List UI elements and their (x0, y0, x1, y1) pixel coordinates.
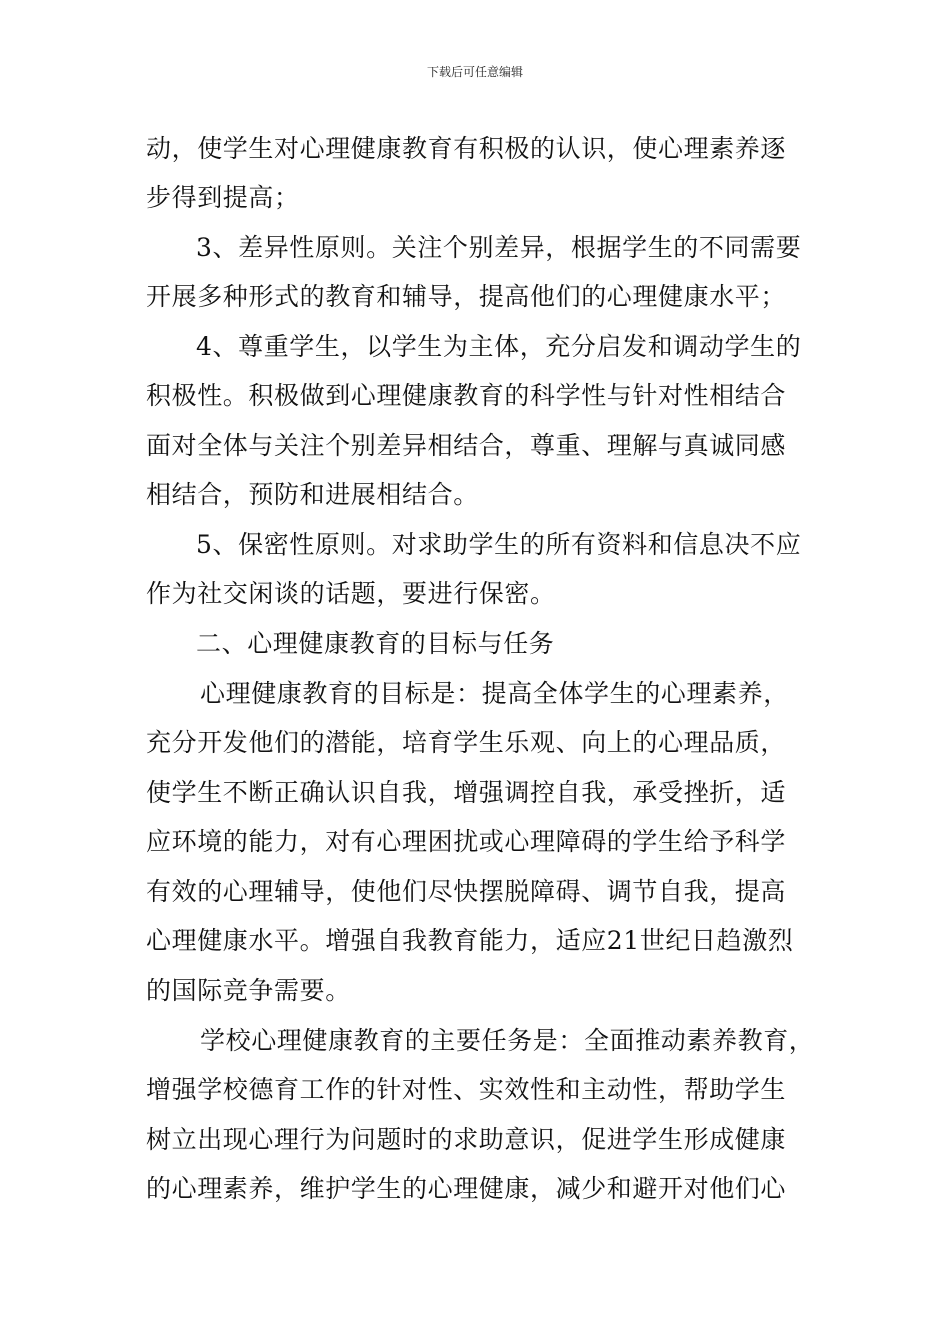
text-line: 步得到提高； (146, 183, 300, 212)
text-line: 动，使学生对心理健康教育有积极的认识，使心理素养逐 (146, 134, 787, 163)
text-line: 4、尊重学生，以学生为主体，充分启发和调动学生的 (196, 332, 802, 361)
text-line: 有效的心理辅导，使他们尽快摆脱障碍、调节自我，提高 (146, 877, 787, 906)
page-header: 下载后可任意编辑 (426, 65, 523, 79)
text-line: 积极性。积极做到心理健康教育的科学性与针对性相结合 (146, 381, 787, 410)
section-heading: 二、心理健康教育的目标与任务 (196, 629, 555, 658)
text-line: 的国际竞争需要。 (146, 976, 351, 1005)
text-line: 心理健康水平。增强自我教育能力，适应21世纪日趋激烈 (146, 926, 794, 955)
text-line: 5、保密性原则。对求助学生的所有资料和信息决不应 (196, 530, 802, 559)
text-line: 相结合，预防和进展相结合。 (146, 480, 479, 509)
text-line: 的心理素养，维护学生的心理健康，减少和避开对他们心 (146, 1174, 787, 1203)
text-line: 应环境的能力，对有心理困扰或心理障碍的学生给予科学 (146, 827, 787, 856)
text-line: 心理健康教育的目标是：提高全体学生的心理素养， (200, 679, 789, 708)
text-line: 使学生不断正确认识自我，增强调控自我，承受挫折，适 (146, 778, 787, 807)
text-line: 学校心理健康教育的主要任务是：全面推动素养教育， (200, 1026, 815, 1055)
text-line: 3、差异性原则。关注个别差异，根据学生的不同需要 (196, 233, 802, 262)
text-line: 树立出现心理行为问题时的求助意识，促进学生形成健康 (146, 1125, 787, 1154)
text-line: 开展多种形式的教育和辅导，提高他们的心理健康水平； (146, 282, 787, 311)
text-line: 增强学校德育工作的针对性、实效性和主动性，帮助学生 (146, 1075, 787, 1104)
text-line: 面对全体与关注个别差异相结合，尊重、理解与真诚同感 (146, 431, 787, 460)
text-line: 作为社交闲谈的话题，要进行保密。 (146, 579, 556, 608)
text-line: 充分开发他们的潜能，培育学生乐观、向上的心理品质， (146, 728, 787, 757)
